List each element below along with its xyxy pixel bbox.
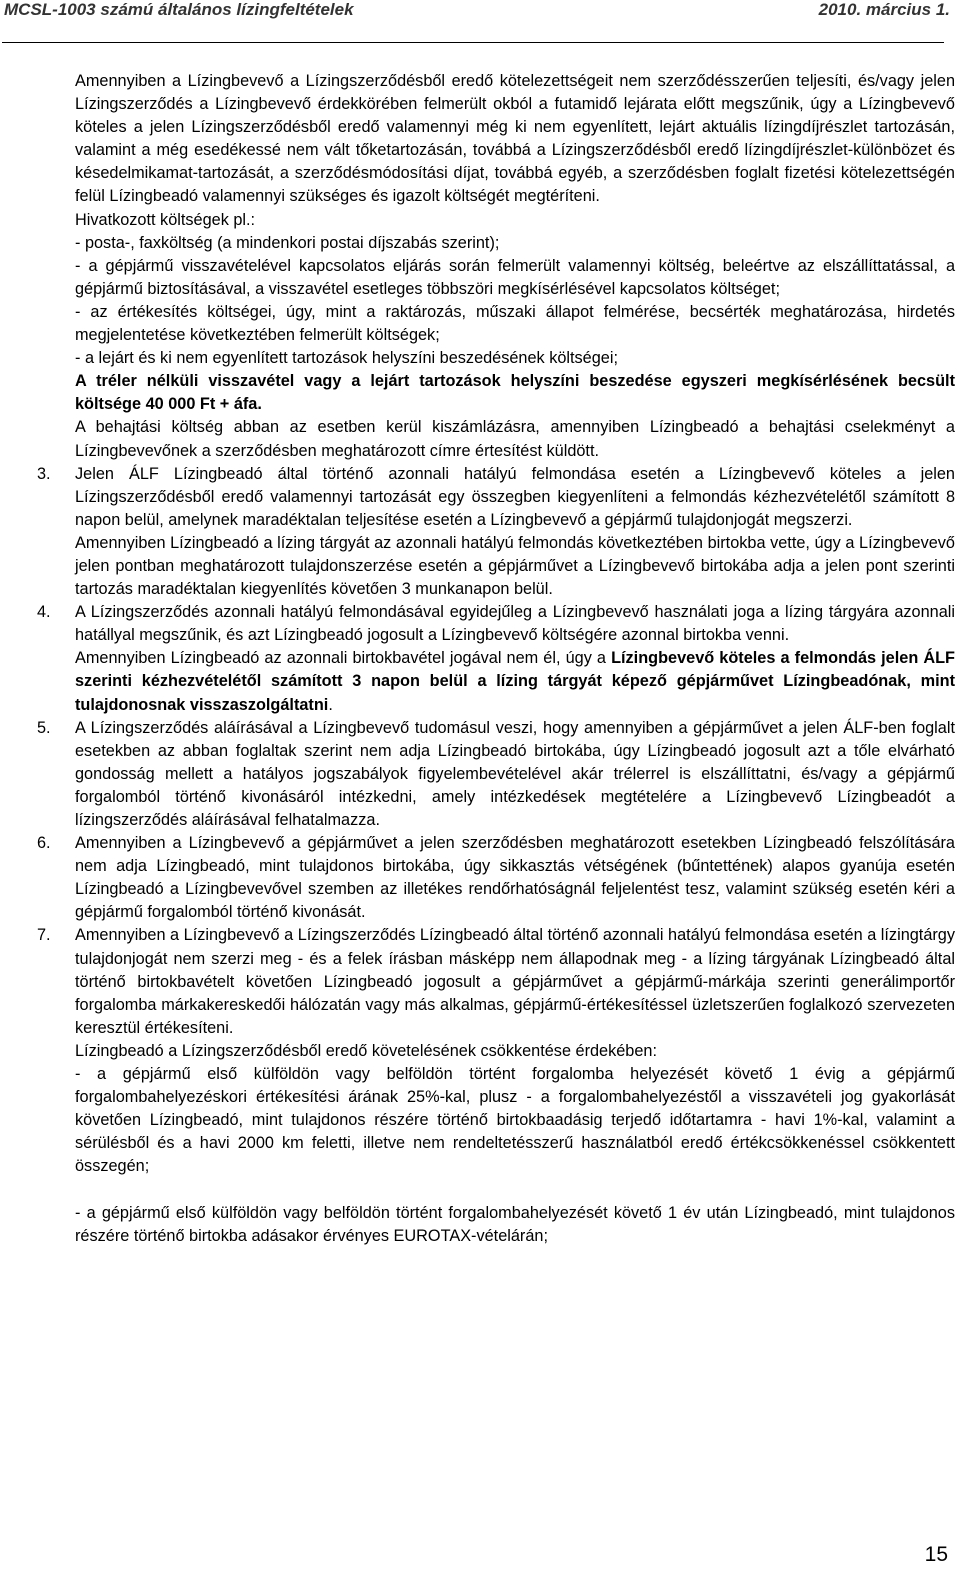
item-paragraph: - a gépjármű első külföldön vagy belföldön történt forgalomba helyezését követő 1 évig a gépjármű forgalombahelyezéskori értékesítési árának 25%-kal, plusz - a forgalombahelyezéstől a visszavételi jog gyakorlását követően Lízingbeadó, mint tulajdonos részére történő birtokbaadásig terjedő időtartamra - havi 1%-kal, valamint a sérülésből és a havi 2000 km feletti, illetve nem rendeltetésszerű használatból eredő értékcsökkenéssel csökkentett összegén; xyxy=(75,1065,955,1176)
item-paragraph: Amennyiben Lízingbeadó a lízing tárgyát az azonnali hatályú felmondás következtében birtokba vette, úgy a Lízingbevevő jelen pontban meghatározott tulajdonszerzése esetén a gépjárművet a Lízingbevevő birtokába adja a jelen pont szerinti tartozás maradéktalan kiegyenlítés követően 3 munkanapon belül. xyxy=(75,533,955,599)
item-number: 3. xyxy=(37,464,51,483)
page-number: 15 xyxy=(924,1543,948,1566)
item-number: 5. xyxy=(37,718,51,737)
bold-text-run: Lízingbevevő köteles a felmondás jelen ÁLF szerinti kézhezvételétől számított 3 napon belül a lízing tárgyát képező gépjárművet Lízingbeadónak, mint tulajdonosnak visszaszolgáltatni xyxy=(75,649,956,714)
blank-line xyxy=(75,1179,955,1202)
header-divider xyxy=(2,42,944,43)
cost-item-collection: - a lejárt és ki nem egyenlített tartozások helyszíni beszedésének költségei; xyxy=(75,349,618,368)
paragraph-estimated-cost: A tréler nélküli visszavétel vagy a lejárt tartozások helyszíni beszedése egyszeri megkísérlésének becsült költsége 40 000 Ft + áfa. xyxy=(75,372,955,414)
item-paragraph: - a gépjármű első külföldön vagy belföldön történt forgalombahelyezését követő 1 év után Lízingbeadó, mint tulajdonos részére történő birtokba adásakor érvényes EUROTAX-vételárán; xyxy=(75,1203,955,1245)
cost-item-sale: - az értékesítés költségei, úgy, mint a raktározás, műszaki állapot felmérése, becsérték meghatározása, hirdetés megjelentetése következtében felmerült költségek; xyxy=(75,302,955,345)
paragraph-intro: Amennyiben a Lízingbevevő a Lízingszerződésből eredő kötelezettségeit nem szerződésszerűen teljesíti, és/vagy jelen Lízingszerződés a Lízingbevevő érdekkörében felmerült okból a futamidő lejárata előtt megszűnik, úgy a Lízingbevevő köteles a jelen Lízingszerződésből eredő valamennyi még ki nem egyenlített, lejárt aktuális lízingdíjrészlet tartozásán, valamint a még esedékessé nem vált tőketartozásán, továbbá a Lízingszerződésből eredő lízingdíjrészlet-különbözet és késedelmikamat-tartozását, a szerződésmódosítási díjat, továbbá egyéb, a szerződésben foglalt fizetési kötelezettségén felül Lízingbeadó valamennyi szükséges és igazolt költségét megtéríteni. xyxy=(75,72,955,206)
paragraph-billing: A behajtási költség abban az esetben kerül kiszámlázásra, amennyiben Lízingbeadó a behajtási cselekményt a Lízingbevevőnek a szerződésben meghatározott címre értesítést küldött. xyxy=(75,418,955,460)
document-title: MCSL-1003 számú általános lízingfeltételek xyxy=(4,0,354,19)
item-number: 6. xyxy=(37,834,51,853)
document-body xyxy=(37,70,956,1248)
item-number: 4. xyxy=(37,603,51,622)
text-run: . xyxy=(328,695,333,714)
numbered-item-3 xyxy=(37,463,955,602)
cost-item-postage: - posta-, faxköltség (a mindenkori postai díjszabás szerint); xyxy=(75,233,500,252)
item-paragraph xyxy=(75,647,955,716)
item-paragraph: A Lízingszerződés azonnali hatályú felmondásával egyidejűleg a Lízingbevevő használati joga a lízing tárgyára azonnali hatállyal megszűnik, és azt Lízingbeadó jogosult a Lízingbevevő költségére azonnal birtokba venni. xyxy=(75,603,955,645)
numbered-item-4 xyxy=(37,601,956,716)
numbered-item-7 xyxy=(37,924,955,1247)
numbered-item-5 xyxy=(37,717,955,832)
item-paragraph: A Lízingszerződés aláírásával a Lízingbevevő tudomásul veszi, hogy amennyiben a gépjárművet a jelen ÁLF-ben foglalt esetekben az abban foglaltak szerint nem adja Lízingbeadó birtokába, úgy Lízingbeadó jogosult azt a tőle elvárható gondosság mellett a hatályos jogszabályok figyelembevételével akár trélerrel is elszállíttatni, és/vagy a gépjármű forgalomból történő kivonásáról intézkedni, amely intézkedések megtételére a Lízingbevevő Lízingbeadót a lízingszerződés aláírásával felhatalmazza. xyxy=(75,718,955,829)
item-paragraph: Amennyiben a Lízingbevevő a Lízingszerződés Lízingbeadó által történő azonnali hatályú felmondása esetén a lízingtárgy tulajdonjogát nem szerzi meg - és a felek írásban másképp nem állapodnak meg - a lízing tárgyának Lízingbeadó által történő birtokbavételt követően Lízingbeadó jogosult a gépjárművet a gépjármű-márkája szerinti generálimportőr forgalomba márkakereskedői hálózatán vagy más alkalmas, gépjármű-értékesítéssel üzletszerűen foglalkozó szervezeten keresztül értékesíteni. xyxy=(75,926,955,1037)
page-header xyxy=(0,0,960,22)
item-paragraph: Amennyiben a Lízingbevevő a gépjárművet a jelen szerződésben meghatározott esetekben Lízingbeadó felszólítására nem adja Lízingbeadó, mint tulajdonos birtokába, úgy sikkasztás vétségének (bűntettének) alapos gyanúja esetén Lízingbeadó a Lízingbevevővel szemben az illetékes rendőrhatóságnál feljelentést tesz, valamint szükség esetén kéri a gépjármű forgalomból történő kivonását. xyxy=(75,834,955,922)
document-date: 2010. március 1. xyxy=(818,0,950,19)
item-paragraph: Lízingbeadó a Lízingszerződésből eredő követelésének csökkentése érdekében: xyxy=(75,1041,657,1060)
item-paragraph: Jelen ÁLF Lízingbeadó által történő azonnali hatályú felmondása esetén a Lízingbevevő köteles a jelen Lízingszerződésből eredő valamennyi tartozását egy összegben kiegyenlíteni a felmondás kézhezvételétől számított 8 napon belül, amelynek maradéktalan teljesítése esetén a Lízingbevevő a gépjármű tulajdonjogát megszerzi. xyxy=(75,464,955,529)
item-number: 7. xyxy=(37,926,51,945)
text-run: Amennyiben Lízingbeadó az azonnali birtokbavétel jogával nem él, úgy a xyxy=(75,649,612,668)
paragraph-costs-heading: Hivatkozott költségek pl.: xyxy=(75,210,256,229)
numbered-item-6 xyxy=(37,832,955,924)
cost-item-repossession: - a gépjármű visszavételével kapcsolatos eljárás során felmerült valamennyi költség, beleértve az elszállíttatással, a gépjármű biztosításával, a visszavétel esetleges többszöri megkísérlésével kapcsolatos költséget; xyxy=(75,256,955,298)
